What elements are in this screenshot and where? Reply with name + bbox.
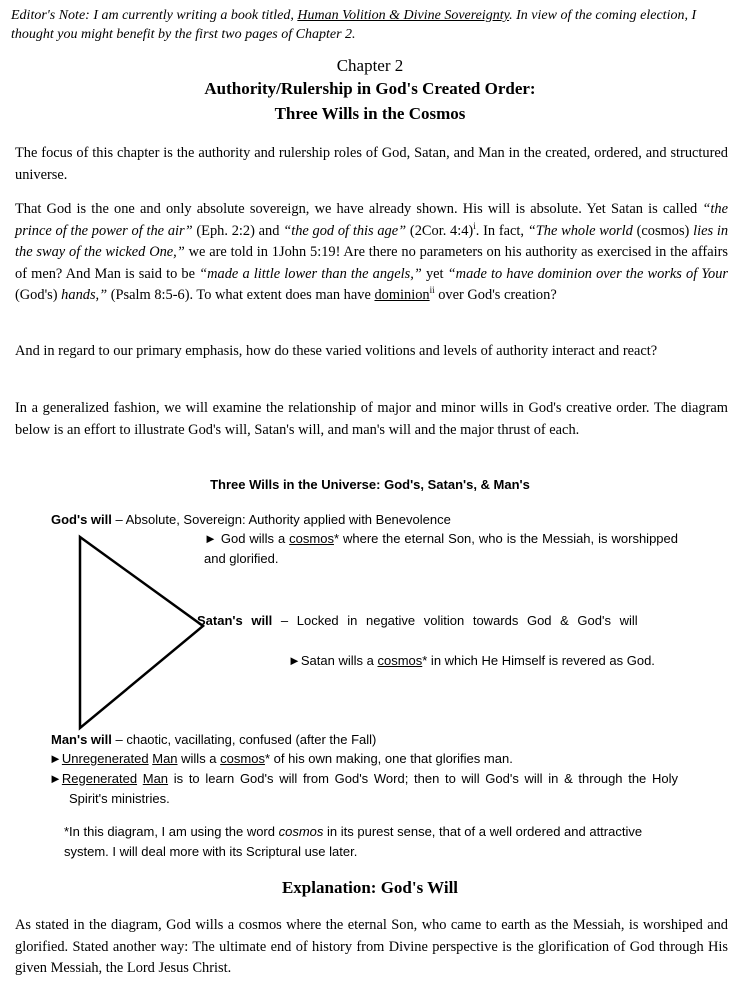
mans-b1-text-b: * of his own making, one that glorifies man.: [264, 751, 513, 766]
diagram-triangle: [70, 533, 210, 733]
p2-dominion-word: dominion: [374, 287, 430, 303]
explanation-heading: Explanation: God's Will: [281, 878, 459, 897]
satans-will-bullet: [288, 651, 678, 671]
gods-bullet-cosmos: cosmos: [289, 531, 334, 546]
p2-quote-dominion-works: “made to have dominion over the works of Your: [447, 265, 729, 282]
p2-text-e: (cosmos): [632, 222, 694, 239]
mans-will-bullet-2: [49, 769, 678, 808]
gods-will-line: [51, 510, 551, 530]
paragraph-3: And in regard to our primary emphasis, how do these varied volitions and levels of authority interact and react?: [15, 343, 658, 359]
book-title: Human Volition & Divine Sovereignty: [297, 8, 510, 23]
footnote-text-b: in its purest sense, that of a well ordered and attractive system. I will deal more with its Scriptural use later.: [64, 824, 643, 859]
footnote-cosmos: cosmos: [278, 824, 324, 839]
p2-text-a: That God is the one and only absolute sovereign, we have already shown. His will is absolute. Yet Satan is called: [15, 201, 703, 217]
p2-quote-god-of-age: “the god of this age”: [283, 222, 407, 239]
mans-b1-cosmos: cosmos: [220, 751, 265, 766]
arrow-bullet-icon: ►: [204, 531, 217, 546]
p2-text-h: (God's): [15, 287, 62, 303]
diagram-title: Three Wills in the Universe: God's, Satan's, & Man's: [210, 477, 530, 492]
triangle-shape: [80, 537, 203, 728]
p2-text-j: over God's creation?: [434, 287, 557, 303]
p2-text-d: . In fact,: [475, 222, 528, 239]
p2-text-i: (Psalm 8:5-6). To what extent does man have: [107, 287, 375, 303]
arrow-bullet-icon: ►: [49, 751, 62, 766]
p2-text-f: we are told in 1John 5:19! Are there no parameters on his authority as exercised in the affairs of men? And Man is said to be: [15, 244, 729, 282]
gods-bullet-text-a: God wills a: [216, 531, 290, 546]
mans-will-bullet-1: [49, 749, 689, 769]
chapter-number: Chapter 2: [336, 56, 404, 75]
p2-quote-lower-than-angels: “made a little lower than the angels,”: [199, 265, 422, 282]
mans-b2-text-a: is to learn God's will from God's Word; then to will God's will in & through the Holy Spirit's ministries.: [69, 771, 678, 806]
satans-bullet-cosmos: cosmos: [377, 653, 423, 668]
paragraph-1: The focus of this chapter is the authority and rulership roles of God, Satan, and Man in the created, ordered, and structured universe.: [15, 145, 728, 183]
satans-will-line: [197, 611, 678, 631]
satans-will-label: Satan's will: [197, 613, 273, 628]
p2-quote-hands: hands,”: [61, 287, 108, 303]
mans-will-desc: – chaotic, vacillating, confused (after the Fall): [111, 732, 377, 747]
satans-bullet-text-b: * in which He Himself is revered as God.: [422, 653, 655, 668]
gods-will-bullet: [204, 529, 678, 568]
footnote-ref-ii: ii: [429, 285, 435, 296]
satans-will-desc: – Locked in negative volition towards God & God's will: [272, 613, 638, 628]
footnote-ref-i: i: [473, 220, 476, 231]
gods-will-label: God's will: [51, 512, 112, 527]
gods-will-desc: – Absolute, Sovereign: Authority applied with Benevolence: [111, 512, 451, 527]
man-word: Man: [142, 771, 169, 786]
mans-b1-text-a: wills a: [177, 751, 221, 766]
gods-bullet-text-b: * where the eternal Son, who is the Messiah, is worshipped and glorified.: [204, 531, 678, 566]
regenerated-word: Regenerated: [61, 771, 138, 786]
mans-will-line: [51, 730, 551, 750]
paragraph-2: [15, 199, 728, 307]
satans-bullet-text-a: Satan wills a: [300, 653, 378, 668]
editors-note: [11, 6, 729, 44]
diagram-footnote: [64, 822, 654, 861]
footnote-text-a: *In this diagram, I am using the word: [64, 824, 279, 839]
man-word: Man: [152, 751, 178, 766]
arrow-bullet-icon: ►: [49, 771, 62, 786]
explanation-paragraph: As stated in the diagram, God wills a cosmos where the eternal Son, who came to earth as the Messiah, is worshiped and glorified. Stated another way: The ultimate end of history from Divine perspective is the glorification of God through His given Messiah, the Lord Jesus Christ.: [15, 917, 728, 976]
editors-note-text-b: . In view of the coming election, I thought you might benefit by the first two pages of Chapter 2.: [11, 8, 697, 42]
mans-will-label: Man's will: [51, 732, 112, 747]
unregenerated-word: Unregenerated: [61, 751, 149, 766]
arrow-bullet-icon: ►: [288, 653, 301, 668]
chapter-title-line1: Authority/Rulership in God's Created Order:: [204, 79, 536, 98]
p2-quote-wicked-one: lies in the sway of the wicked One,”: [15, 222, 729, 260]
paragraph-4: In a generalized fashion, we will examine the relationship of major and minor wills in God's creative order. The diagram below is an effort to illustrate God's will, Satan's will, and man's will and the major thrust of each.: [15, 400, 728, 438]
chapter-title-line2: Three Wills in the Cosmos: [274, 104, 466, 123]
p2-text-b: (Eph. 2:2) and: [192, 222, 284, 239]
p2-text-g: yet: [421, 265, 448, 282]
editors-note-text-a: Editor's Note: I am currently writing a book titled,: [11, 8, 298, 23]
p2-quote-prince: “the prince of the power of the air”: [15, 201, 728, 239]
p2-quote-whole-world: “The whole world: [527, 222, 633, 239]
p2-text-c: (2Cor. 4:4): [406, 222, 474, 239]
